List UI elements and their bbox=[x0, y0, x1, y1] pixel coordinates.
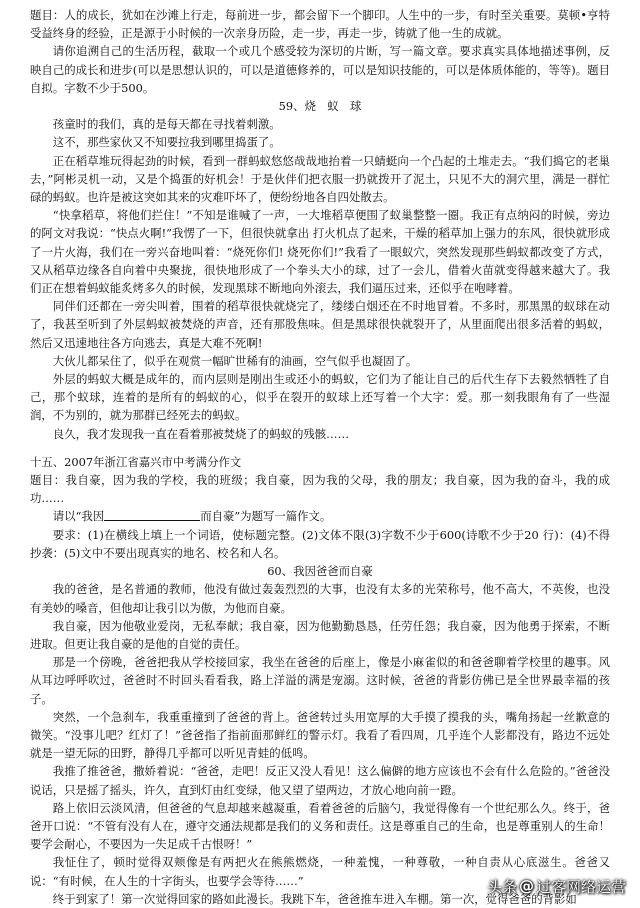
watermark-at-sign: @ bbox=[518, 877, 534, 895]
essay-60-paragraph: 路上依旧云淡风清，但爸爸的气息却越来越凝重，看着爸爸的后脑勺，我觉得像有一个世纪那么久。终于，爸爸开口说：“不管有没有人在，遵守交通法规都是我们的义务和责任。这是尊重自己的生命，也是尊重别人的生命！要学会耐心，不要因为一失足成千古恨呀！” bbox=[30, 800, 610, 852]
watermark-account: 过客网络运营 bbox=[535, 877, 626, 896]
essay-59-paragraph: “快拿稻草，将他们拦住！”不知是谁喊了一声，一大堆稻草便围了蚁巢整整一圈。我正有点纳闷的时候，旁边的阿文对我说：“快点火啊!”我愣了一下，但很快就拿出 打火机点了起来，干燥的稻草加上强力的东风，很快就形成了一片火海，我们在一旁兴奋地叫着：“烧死你们! 烧死你们!”我看了一眼蚁穴，突然发现那些蚂蚁都改变了方式，又从稻草边缘各自向着中央聚拢，很快地形成了一个拳头大小的球，过了一会儿，借着火苗就变得越来越大了。我们正在想着蚂蚁能炙烤多久的时候，发现黑球不断地向外滚去，我们逼压过来，还似乎在咆哮着。 bbox=[30, 208, 610, 296]
essay-59-paragraph: 大伙儿都呆住了，似乎在观赏一幅旷世稀有的油画，空气似乎也凝固了。 bbox=[52, 353, 418, 368]
intro-instructions: 请你追溯自己的生活历程，截取一个或几个感受较为深切的片断，写一篇文章。要求真实具体地描述事例，反映自己的成长和进步(可以是思想认识的，可以是道德修养的，可以是知识技能的，可以是体质体能的，等等)。题目自拟。字数不少于500。 bbox=[30, 44, 610, 95]
essay-60-paragraph: 终于到家了！第一次觉得回家的路如此漫长。我跳下车，爸爸推车进入车棚。第一次，觉得爸爸的背影如 bbox=[52, 891, 577, 906]
essay-59-paragraph: 同伴们还都在一旁尖叫着，围着的稻草很快就烧完了，缕缕白烟还在不时地冒着。不多时，那黑黑的蚁球在动了，我甚至听到了外层蚂蚁被焚烧的声音，还有那股焦味。但是黑球很快就裂开了，从里面爬出很多活着的蚂蚁，然后又迅速地往各方向逃去，真是大难不死啊! bbox=[30, 299, 610, 350]
essay-60-paragraph: 我推了推爸爸，撒娇着说：“爸爸，走吧！反正又没人看见！这么偏僻的地方应该也不会有什么危险的。”爸爸没说话，只是摇了摇头，许久，直到灯由红变绿，他又望了望两边，才放心地向前一蹬。 bbox=[30, 764, 610, 797]
essay-60-paragraph: 那是一个傍晚，爸爸把我从学校接回家，我坐在爸爸的后座上，像是小麻雀似的和爸爸聊着学校里的趣事。风从耳边呼呼吹过，爸爸时不时回头看看我，路上洋溢的满是宠溺。这时候，爸爸的背影仿佛已是全世界最幸福的孩子。 bbox=[30, 655, 610, 706]
section-15-requirements: 要求：(1)在横线上填上一个词语，使标题完整。(2)文体不限(3)字数不少于600(诗歌不少于20 行)：(4)不得抄袭：(5)文中不要出现真实的地名、校名和人名。 bbox=[30, 527, 610, 560]
essay-59-paragraph: 孩童时的我们，真的是每天都在寻找着刺激。 bbox=[52, 117, 281, 132]
fill-in-blank-line bbox=[104, 509, 200, 521]
essay-60-title: 60、我因爸爸而自豪 bbox=[267, 564, 373, 579]
section-15-prompt bbox=[30, 507, 610, 525]
essay-59-title: 59、烧 蚁 球 bbox=[278, 99, 362, 114]
essay-60-paragraph: 突然，一个急刹车，我重重撞到了爸爸的背上。爸爸转过头用宽厚的大手摸了摸我的头，嘴角扬起一丝歉意的微笑。“没事儿吧？红灯了！”爸爸指了指前面那鲜红的警示灯。我看了看四周，几乎连个人影都没有，路边不远处就是一望无际的田野，静得几乎都可以听见青蛙的低鸣。 bbox=[30, 709, 610, 761]
essay-60-paragraph: 我自豪，因为他敬业爱岗，无私奉献；我自豪，因为他勤勤恳恳，任劳任怨；我自豪，因为他勇于探索，不断进取。但更让我自豪的是他的自觉的责任。 bbox=[30, 618, 610, 651]
section-15-heading: 十五、2007年浙江省嘉兴市中考满分作文 bbox=[30, 454, 242, 469]
essay-60-paragraph: 我的爸爸，是名普通的教师，他没有做过轰轰烈烈的大事，也没有太多的光荣称号，他不高大，不英俊，也没有美妙的嗓音，但他却让我引以为傲，为他而自豪。 bbox=[30, 582, 610, 615]
essay-59-paragraph: 外层的蚂蚁大概是成年的，而内层则是刚出生或还小的蚂蚁，它们为了能让自己的后代生存下去毅然牺牲了自己，那个蚁球，连着的是所有的蚂蚁的心，似乎在裂开的蚁球上还写着一个大字：爱。那一刻我眼角有了一些湿润，不为别的，就为那群已经死去的蚂蚁。 bbox=[30, 372, 610, 423]
essay-59-paragraph: 良久，我才发现我一直在看着那被焚烧了的蚂蚁的残骸…… bbox=[52, 426, 349, 441]
watermark-platform: 头条 bbox=[486, 877, 517, 896]
essay-60-paragraph: 我怔住了，顿时觉得双颊像是有两把火在熊熊燃烧，一种羞愧，一种尊敬，一种自责从心底滋生。爸爸又说：“有时候，在人生的十字街头，也要学会等待……” bbox=[30, 855, 610, 888]
intro-question: 题目：人的成长，犹如在沙滩上行走，每前进一步，都会留下一个脚印。人生中的一步，有时至关重要。莫顿•亨特受益终身的经验，正是源于小时候的一次亲身历险，走一步，再走一步，铸就了他一生的成就。 bbox=[30, 8, 610, 41]
section-15-question: 题目：我自豪，因为我的学校，我的班级；我自豪，因为我的父母，我的朋友；我自豪，因为我的奋斗，我的成功…… bbox=[30, 473, 610, 506]
watermark bbox=[487, 875, 626, 897]
essay-59-paragraph: 这不，那些家伙又不知要拉我到哪里捣蛋了。 bbox=[52, 135, 281, 150]
essay-59-paragraph: 正在稻草堆玩得起劲的时候，看到一群蚂蚁悠悠哉哉地抬着一只蜻蜓向一个凸起的土堆走去。“我们捣它的老巢去，”阿彬灵机一动，又是个捣蛋的好机会！于是伙伴们把衣服一扔就拨开了泥土，只见不大的洞穴里，满是一群忙碌的蚂蚁。也许是被这突如其来的灾难吓坏了，便纷纷地各自四处散去。 bbox=[30, 153, 610, 205]
prompt-prefix: 请以“我因 bbox=[52, 509, 105, 524]
prompt-suffix: 而自豪”为题写一篇作文。 bbox=[200, 509, 332, 524]
